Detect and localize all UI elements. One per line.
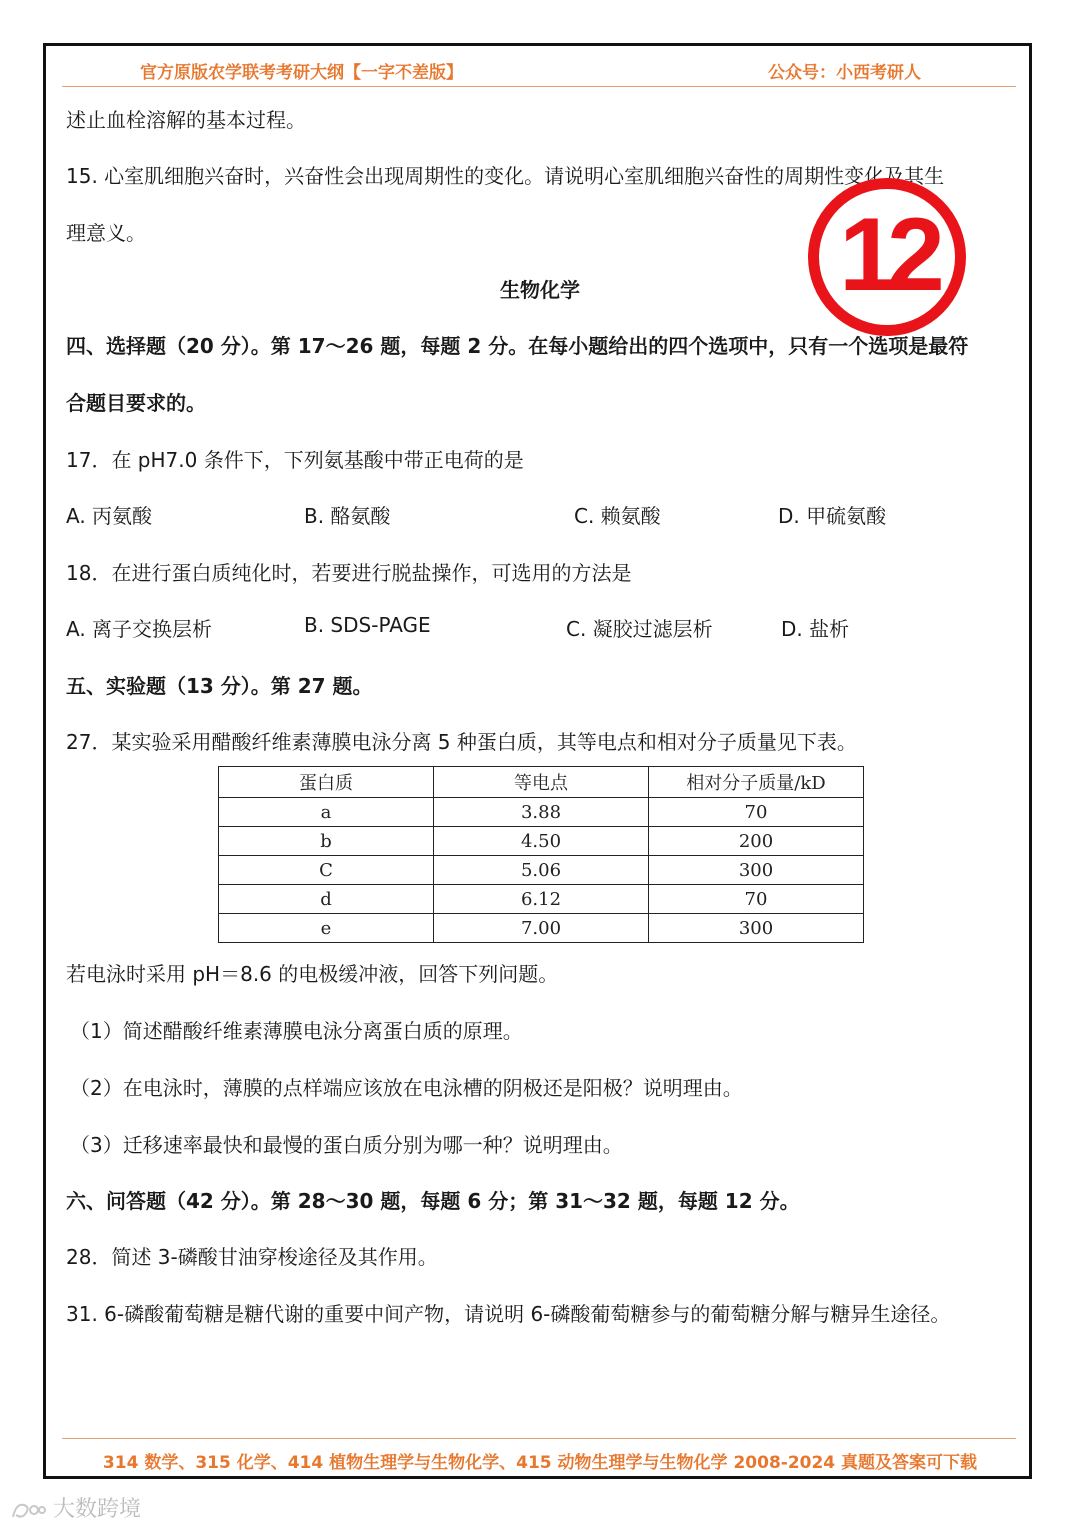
sub-question-2: （2）在电泳时，薄膜的点样端应该放在电泳槽的阴极还是阳极？说明理由。 <box>70 1076 743 1100</box>
table-row <box>219 856 864 885</box>
footer-text: 314 数学、315 化学、414 植物生理学与生物化学、415 动物生理学与生物化学 2008-2024 真题及答案可下载 <box>102 1453 978 1473</box>
header-title: 官方原版农学联考考研大纲【一字不差版】 <box>140 63 463 83</box>
table-row <box>219 827 864 856</box>
q18-option-b: B. SDS-PAGE <box>304 613 431 637</box>
q17-option-b: B. 酪氨酸 <box>304 504 391 528</box>
q17-option-d: D. 甲硫氨酸 <box>778 504 887 528</box>
table-cell: 6.12 <box>434 885 649 914</box>
watermark-text: 大数跨境 <box>53 1497 142 1522</box>
table-cell: 70 <box>649 885 864 914</box>
sub-question-1: （1）简述醋酸纤维素薄膜电泳分离蛋白质的原理。 <box>70 1019 523 1043</box>
question-31: 31. 6-磷酸葡萄糖是糖代谢的重要中间产物，请说明 6-磷酸葡萄糖参与的葡萄糖分解与糖异生途径。 <box>66 1302 951 1326</box>
section-6-heading: 六、问答题（42 分）。第 28～30 题，每题 6 分；第 31～32 题，每题 12 分。 <box>66 1189 800 1213</box>
buffer-condition: 若电泳时采用 pH＝8.6 的电极缓冲液，回答下列问题。 <box>66 962 559 986</box>
question-18: 18．在进行蛋白质纯化时，若要进行脱盐操作，可选用的方法是 <box>66 561 632 585</box>
table-cell: b <box>219 827 434 856</box>
watermark <box>10 1492 141 1523</box>
watermark-logo-icon <box>10 1499 46 1521</box>
sub-question-3: （3）迁移速率最快和最慢的蛋白质分别为哪一种？说明理由。 <box>70 1133 623 1157</box>
table-row <box>219 885 864 914</box>
question-15-cont: 理意义。 <box>66 221 146 245</box>
table-header-row <box>219 767 864 798</box>
q17-option-a: A. 丙氨酸 <box>66 504 153 528</box>
table-cell: a <box>219 798 434 827</box>
q18-option-d: D. 盐析 <box>781 617 850 641</box>
protein-table <box>218 766 864 943</box>
table-cell: e <box>219 914 434 943</box>
q17-option-c: C. 赖氨酸 <box>574 504 661 528</box>
header-divider <box>62 86 1016 87</box>
q18-option-c: C. 凝胶过滤层析 <box>566 617 713 641</box>
question-17: 17．在 pH7.0 条件下，下列氨基酸中带正电荷的是 <box>66 448 524 472</box>
table-cell: 300 <box>649 856 864 885</box>
question-27: 27．某实验采用醋酸纤维素薄膜电泳分离 5 种蛋白质，其等电点和相对分子质量见下表。 <box>66 730 857 754</box>
stamp-number: 12 <box>839 197 935 313</box>
question-15: 15. 心室肌细胞兴奋时，兴奋性会出现周期性的变化。请说明心室肌细胞兴奋性的周期性变化及其生 <box>66 164 945 188</box>
table-cell: C <box>219 856 434 885</box>
section-title: 生物化学 <box>500 278 580 302</box>
text-line: 述止血栓溶解的基本过程。 <box>66 108 306 132</box>
column-header-mass: 相对分子质量/kD <box>649 767 864 798</box>
question-28: 28．简述 3-磷酸甘油穿梭途径及其作用。 <box>66 1245 438 1269</box>
table-cell: 70 <box>649 798 864 827</box>
table-cell: 200 <box>649 827 864 856</box>
table-cell: d <box>219 885 434 914</box>
table-cell: 5.06 <box>434 856 649 885</box>
q18-option-a: A. 离子交换层析 <box>66 617 213 641</box>
table-row <box>219 914 864 943</box>
column-header-pi: 等电点 <box>434 767 649 798</box>
header-account: 公众号：小西考研人 <box>768 63 921 83</box>
section-4-heading: 四、选择题（20 分）。第 17～26 题，每题 2 分。在每小题给出的四个选项中，只有一个选项是最符 <box>66 334 969 358</box>
section-5-heading: 五、实验题（13 分）。第 27 题。 <box>66 674 373 698</box>
table-row <box>219 798 864 827</box>
column-header-protein: 蛋白质 <box>219 767 434 798</box>
table-cell: 7.00 <box>434 914 649 943</box>
section-4-heading-cont: 合题目要求的。 <box>66 391 206 415</box>
table-cell: 4.50 <box>434 827 649 856</box>
footer-divider <box>62 1438 1016 1439</box>
page-number-stamp <box>808 178 966 336</box>
table-cell: 300 <box>649 914 864 943</box>
table-cell: 3.88 <box>434 798 649 827</box>
